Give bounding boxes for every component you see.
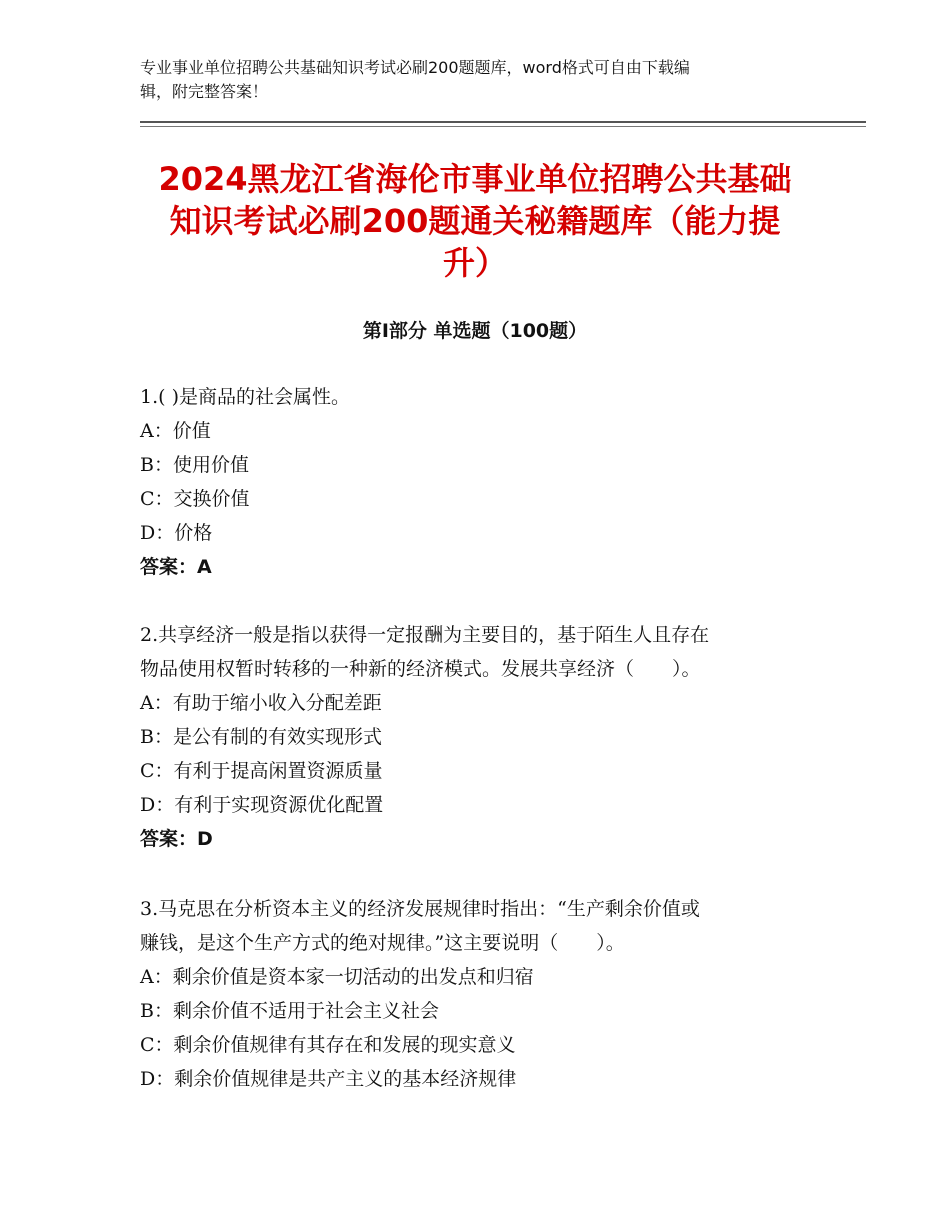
- option-b: B：是公有制的有效实现形式: [140, 726, 382, 748]
- title-line: 2024黑龙江省海伦市事业单位招聘公共基础: [158, 160, 792, 198]
- option-d: D：剩余价值规律是共产主义的基本经济规律: [140, 1068, 517, 1090]
- option-c: C：交换价值: [140, 488, 250, 510]
- option-c: C：有利于提高闲置资源质量: [140, 760, 383, 782]
- option-b: B：剩余价值不适用于社会主义社会: [140, 1000, 439, 1022]
- question-stem: 2.共享经济一般是指以获得一定报酬为主要目的，基于陌生人且存在: [140, 624, 710, 646]
- option-b: B：使用价值: [140, 454, 249, 476]
- question-stem: 3.马克思在分析资本主义的经济发展规律时指出：“生产剩余价值或: [140, 898, 700, 920]
- question-stem: 1.( )是商品的社会属性。: [140, 386, 350, 408]
- question-stem: 赚钱，是这个生产方式的绝对规律。”这主要说明（ ）。: [140, 932, 625, 954]
- question-1: [140, 380, 810, 584]
- option-d: D：有利于实现资源优化配置: [140, 794, 384, 816]
- option-a: A：价值: [140, 420, 211, 442]
- header-note-line: 专业事业单位招聘公共基础知识考试必刷200题题库，word格式可自由下载编: [140, 58, 690, 77]
- answer-label: 答案：D: [140, 828, 213, 850]
- header-note-line: 辑，附完整答案！: [140, 82, 269, 101]
- header-note: [140, 56, 800, 104]
- question-stem: 物品使用权暂时转移的一种新的经济模式。发展共享经济（ ）。: [140, 658, 701, 680]
- page-title: [120, 158, 830, 284]
- title-line: 知识考试必刷200题通关秘籍题库（能力提: [169, 202, 781, 240]
- question-3: [140, 892, 810, 1096]
- section-heading: 第Ⅰ部分 单选题（100题）: [362, 320, 588, 342]
- title-line: 升）: [442, 244, 507, 282]
- header-divider-thin: [140, 126, 866, 127]
- option-c: C：剩余价值规律有其存在和发展的现实意义: [140, 1034, 516, 1056]
- header-divider: [140, 121, 866, 123]
- answer-label: 答案：A: [140, 556, 212, 578]
- option-a: A：剩余价值是资本家一切活动的出发点和归宿: [140, 966, 534, 988]
- question-2: [140, 618, 810, 856]
- option-a: A：有助于缩小收入分配差距: [140, 692, 382, 714]
- option-d: D：价格: [140, 522, 213, 544]
